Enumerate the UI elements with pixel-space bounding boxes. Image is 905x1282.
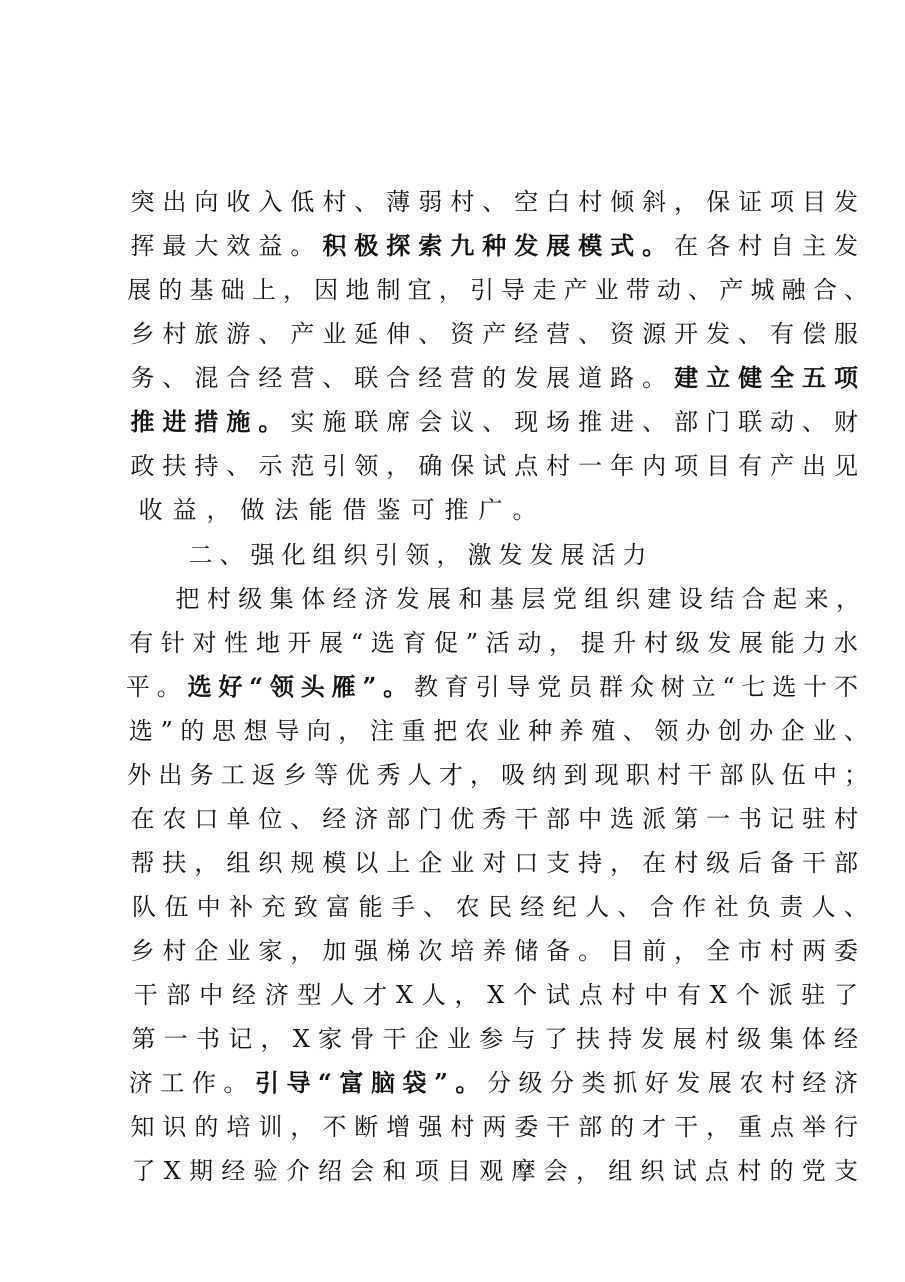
text-line [68,709,869,789]
text-segment: 教育引导党员群众树立“七选十不 [413,673,859,701]
text-segment: 外出务工返乡等优秀人才，吸纳到现职村干部队伍中； [127,761,869,789]
text-line [68,136,858,216]
text-segment: 在农口单位、经济部门优秀干部中选派第一书记驻村 [130,805,858,833]
text-segment: 展的基础上，因地制宜，引导走产业带动、产城融合、 [127,276,869,304]
text-line [68,444,858,524]
text-line [68,885,858,965]
text-line [68,577,861,657]
bold-text-segment: 建立健全五项 [674,363,859,392]
text-segment: 知识的培训，不断增强村两委干部的才干，重点举行 [130,1113,858,1141]
text-line [68,312,859,392]
text-segment: 帮扶，组织规模以上企业对口支持，在村级后备干部 [130,849,858,877]
heading-text: 二、强化组织引领，激发发展活力 [188,541,654,569]
bold-text-segment: 推进措施。 [130,407,291,436]
text-line [68,753,858,833]
text-segment: 有针对性地开展“选育促”活动，提升村级发展能力水 [129,629,859,657]
text-line [68,268,858,348]
bold-text-segment: 引导“富脑袋”。 [254,1068,487,1097]
text-segment: 收益，做法能借鉴可推广。 [138,496,547,524]
text-line [68,621,859,701]
bold-text-segment: 选好“领头雁”。 [187,672,414,701]
bold-text-segment: 积极探索九种发展模式。 [322,231,675,260]
text-segment: 务、混合经营、联合经营的发展道路。 [130,364,675,392]
text-segment: 挥最大效益。 [130,232,323,260]
text-line [68,1017,859,1097]
section-heading [130,489,654,569]
text-line [68,224,869,304]
text-segment: 济工作。 [128,1069,255,1097]
text-segment: 队伍中补充致富能手、农民经纪人、合作社负责人、 [131,893,869,921]
text-segment: 突出向收入低村、薄弱村、空白村倾斜，保证项目发 [130,188,858,216]
text-line [68,1105,858,1185]
text-segment: 分级分类抓好发展农村经济 [486,1069,859,1097]
text-line [115,533,861,613]
text-line [68,400,858,480]
text-segment: 乡村企业家，加强梯次培养储备。目前，全市村两委 [130,937,858,965]
text-segment: 在各村自主发 [674,232,859,260]
text-line [68,1061,858,1141]
text-segment: 实施联席会议、现场推进、部门联动、财 [290,408,859,436]
text-segment: 第一书记，X家骨干企业参与了扶持发展村级集体经 [131,1025,858,1053]
text-line [68,797,858,877]
text-segment: 干部中经济型人才X人，X个试点村中有X个派驻了 [133,981,859,1009]
text-segment: 把村级集体经济发展和基层党组织建设结合起来， [175,585,861,613]
text-line [68,973,858,1053]
text-segment: 平。 [125,673,188,701]
text-line [68,665,868,745]
text-line [68,180,859,260]
text-segment: 乡村旅游、产业延伸、资产经营、资源开发、有偿服 [130,320,858,348]
text-segment: 了X期经验介绍会和项目观摩会，组织试点村的党支 [131,1157,858,1185]
text-line [68,841,869,921]
text-line [68,929,859,1009]
text-segment: 政扶持、示范引领，确保试点村一年内项目有产出见 [130,452,858,480]
text-segment: 选”的思想导向，注重把农业种养殖、领办创办企业、 [128,717,868,745]
text-line [68,356,859,436]
